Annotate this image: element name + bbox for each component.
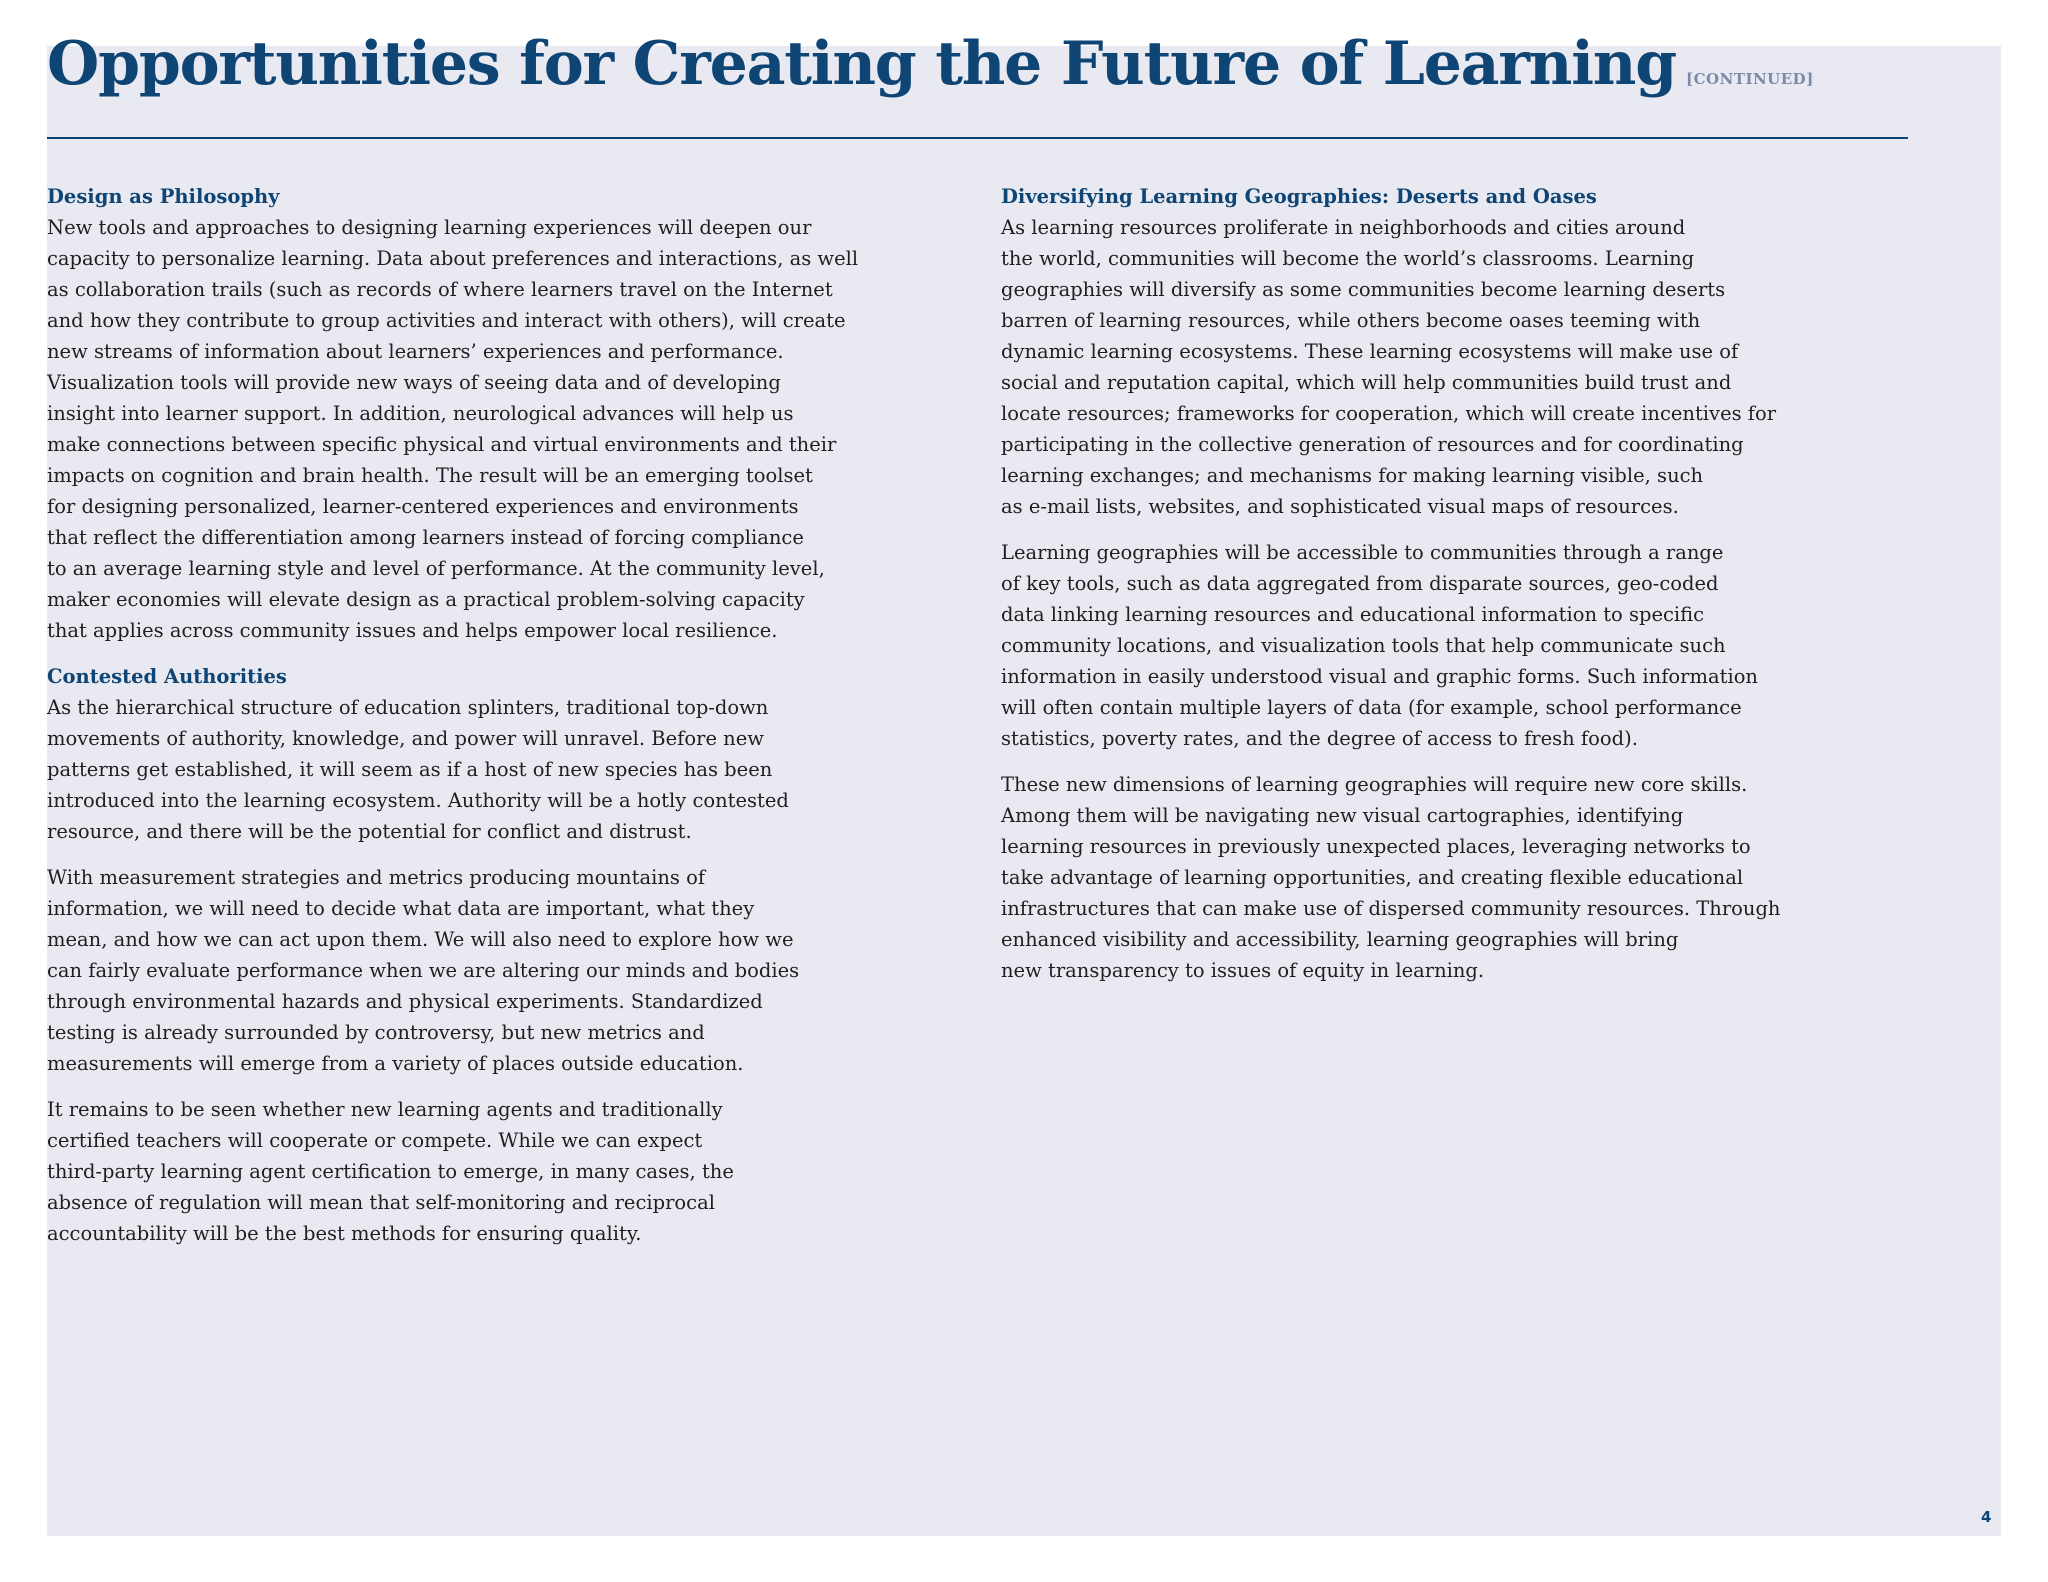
right-column — [1001, 181, 1956, 1001]
section-heading: Design as Philosophy — [47, 185, 280, 208]
body-paragraph: It remains to be seen whether new learning agents and traditionally certified teachers will cooperate or compete. While we can expect third-party learning agent certification to emerge, in many cases, the absence of regulation will mean that self-monitoring and reciprocal accountability will be the best methods for ensuring quality. — [47, 1098, 734, 1245]
left-column — [47, 181, 1002, 1264]
body-paragraph: New tools and approaches to designing learning experiences will deepen our capacity to personalize learning. Data about preferences and interactions, as well as collaboration trails (such as records of where learners travel on the Internet and how they contribute to group activities and interact with others), will create new streams of information about learners’ experiences and performance. Visualization tools will provide new ways of seeing data and of developing insight into learner support. In addition, neurological advances will help us make connections between specific physical and virtual environments and their impacts on cognition and brain health. The result will be an emerging toolset for designing personalized, learner-centered experiences and environments that reflect the differentiation among learners instead of forcing compliance to an average learning style and level of performance. At the community level, maker economies will elevate design as a practical problem-solving capacity that applies across community issues and helps empower local resilience. — [47, 216, 859, 642]
body-paragraph: These new dimensions of learning geographies will require new core skills. Among them will be navigating new visual cartographies, identifying learning resources in previously unexpected places, leveraging networks to take advantage of learning opportunities, and creating flexible educational infrastructures that can make use of dispersed community resources. Through enhanced visibility and accessibility, learning geographies will bring new transparency to issues of equity in learning. — [1001, 773, 1781, 982]
header-divider — [47, 137, 1908, 139]
continued-label: [CONTINUED] — [1685, 70, 1814, 88]
page-number: 4 — [1981, 1508, 1992, 1526]
body-paragraph: With measurement strategies and metrics producing mountains of information, we will need to decide what data are important, what they mean, and how we can act upon them. We will also need to explore how we can fairly evaluate performance when we are altering our minds and bodies through environmental hazards and physical experiments. Standardized testing is already surrounded by controversy, but new metrics and measurements will emerge from a variety of places outside education. — [47, 866, 800, 1075]
section-heading: Diversifying Learning Geographies: Deserts and Oases — [1001, 185, 1597, 208]
section-diversifying-learning-geographies — [1001, 181, 1956, 986]
body-paragraph: Learning geographies will be accessible to communities through a range of key tools, such as data aggregated from disparate sources, geo-coded data linking learning resources and educational information to specific community locations, and visualization tools that help communicate such information in easily understood visual and graphic forms. Such information will often contain multiple layers of data (for example, school performance statistics, poverty rates, and the degree of access to fresh food). — [1001, 541, 1758, 750]
section-contested-authorities — [47, 661, 1002, 1249]
section-heading: Contested Authorities — [47, 665, 287, 688]
page-title: Opportunities for Creating the Future of Learning — [47, 29, 1676, 99]
page-header — [47, 29, 1907, 99]
section-design-as-philosophy — [47, 181, 1002, 646]
body-paragraph: As learning resources proliferate in neighborhoods and cities around the world, communities will become the world’s classrooms. Learning geographies will diversify as some communities become learning deserts barren of learning resources, while others become oases teeming with dynamic learning ecosystems. These learning ecosystems will make use of social and reputation capital, which will help communities build trust and locate resources; frameworks for cooperation, which will create incentives for participating in the collective generation of resources and for coordinating learning exchanges; and mechanisms for making learning visible, such as e-mail lists, websites, and sophisticated visual maps of resources. — [1001, 216, 1777, 518]
body-paragraph: As the hierarchical structure of education splinters, traditional top-down movements of authority, knowledge, and power will unravel. Before new patterns get established, it will seem as if a host of new species has been introduced into the learning ecosystem. Authority will be a hotly contested resource, and there will be the potential for conflict and distrust. — [47, 696, 789, 843]
